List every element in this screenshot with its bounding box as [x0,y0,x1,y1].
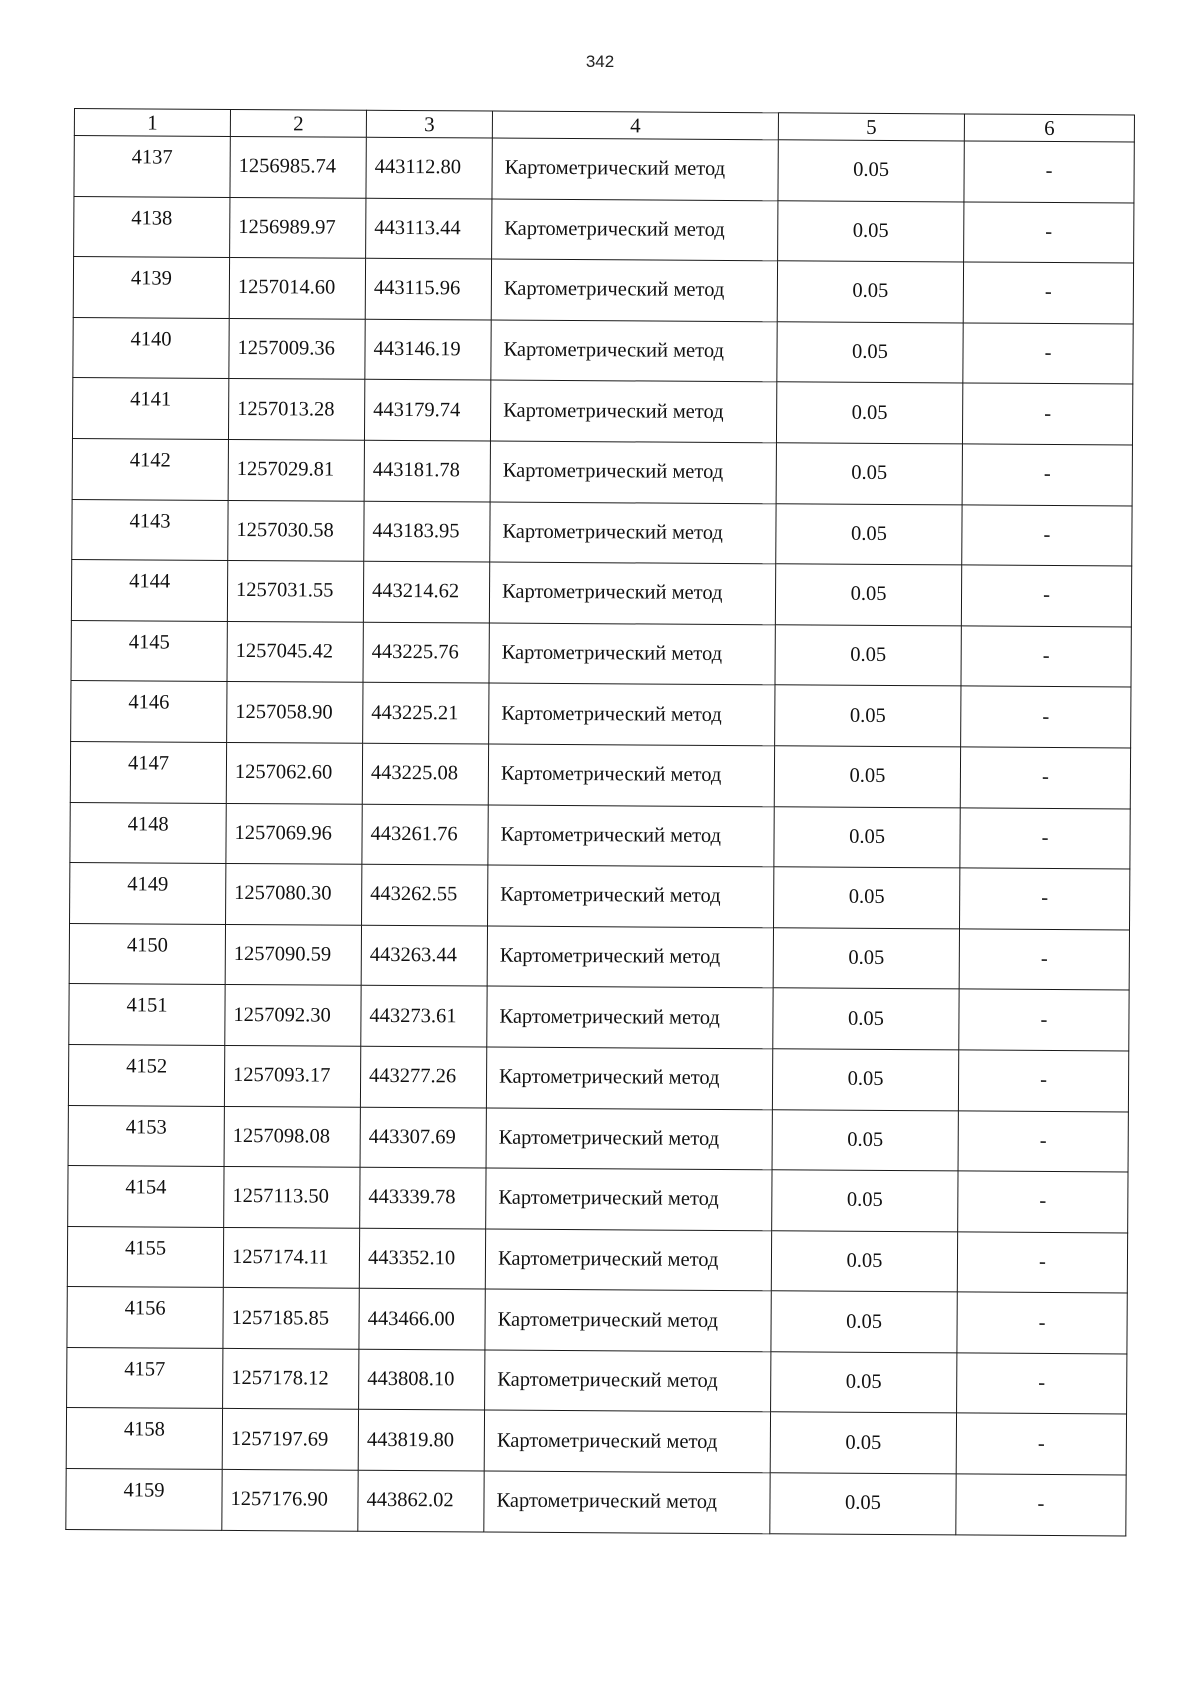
accuracy-cell: 0.05 [775,625,961,687]
x-coordinate-cell: 1257009.36 [229,318,365,379]
point-number-cell: 4151 [69,984,225,1046]
table-row [66,1469,1126,1536]
y-coordinate-cell: 443819.80 [358,1410,484,1471]
y-coordinate-cell: 443225.08 [362,743,488,804]
y-coordinate-cell: 443273.61 [361,986,487,1047]
table-row [70,741,1130,808]
note-cell: - [961,565,1131,627]
note-cell: - [960,747,1130,809]
column-header-6: 6 [964,114,1134,142]
x-coordinate-cell: 1257098.08 [224,1106,360,1167]
note-cell: - [960,807,1130,869]
table-row [72,438,1132,505]
accuracy-cell: 0.05 [777,261,963,323]
y-coordinate-cell: 443115.96 [365,258,491,319]
note-cell: - [958,1110,1128,1172]
accuracy-cell: 0.05 [771,1352,957,1414]
note-cell: - [958,1050,1128,1112]
x-coordinate-cell: 1257178.12 [223,1348,359,1409]
y-coordinate-cell: 443112.80 [366,137,492,198]
method-cell: Картометрический метод [491,259,777,321]
note-cell: - [961,626,1131,688]
note-cell: - [959,989,1129,1051]
note-cell: - [957,1232,1127,1294]
y-coordinate-cell: 443214.62 [363,561,489,622]
note-cell: - [961,686,1131,748]
y-coordinate-cell: 443862.02 [358,1470,484,1531]
point-number-cell: 4152 [68,1044,224,1106]
y-coordinate-cell: 443113.44 [366,198,492,259]
point-number-cell: 4143 [72,499,228,561]
table-body [66,136,1134,1536]
table-row [70,863,1130,930]
method-cell: Картометрический метод [489,562,775,624]
x-coordinate-cell: 1257093.17 [224,1045,360,1106]
method-cell: Картометрический метод [492,138,778,200]
method-cell: Картометрический метод [488,865,774,927]
y-coordinate-cell: 443225.76 [363,622,489,683]
point-number-cell: 4142 [72,438,228,500]
point-number-cell: 4157 [67,1347,223,1409]
table-row [74,136,1134,203]
accuracy-cell: 0.05 [775,564,961,626]
y-coordinate-cell: 443179.74 [364,380,490,441]
method-cell: Картометрический метод [486,1168,772,1230]
accuracy-cell: 0.05 [774,867,960,929]
method-cell: Картометрический метод [487,926,773,988]
y-coordinate-cell: 443466.00 [359,1289,485,1350]
point-number-cell: 4159 [66,1469,222,1531]
table-row [67,1226,1127,1293]
method-cell: Картометрический метод [489,623,775,685]
y-coordinate-cell: 443183.95 [364,501,490,562]
note-cell: - [956,1413,1126,1475]
x-coordinate-cell: 1256985.74 [230,136,366,197]
x-coordinate-cell: 1257031.55 [227,561,363,622]
note-cell: - [962,444,1132,506]
point-number-cell: 4141 [72,378,228,440]
coordinates-table [65,108,1135,1536]
x-coordinate-cell: 1257029.81 [228,439,364,500]
x-coordinate-cell: 1257174.11 [223,1227,359,1288]
table-row [66,1408,1126,1475]
accuracy-cell: 0.05 [772,1170,958,1232]
method-cell: Картометрический метод [484,1411,770,1473]
column-header-1: 1 [74,109,230,137]
method-cell: Картометрический метод [490,380,776,442]
accuracy-cell: 0.05 [777,322,963,384]
column-header-5: 5 [778,113,964,141]
note-cell: - [964,141,1134,203]
point-number-cell: 4149 [70,863,226,925]
x-coordinate-cell: 1257080.30 [226,864,362,925]
accuracy-cell: 0.05 [774,806,960,868]
table-row [68,1044,1128,1111]
y-coordinate-cell: 443352.10 [359,1228,485,1289]
y-coordinate-cell: 443262.55 [362,864,488,925]
accuracy-cell: 0.05 [774,746,960,808]
table-row [67,1287,1127,1354]
table-row [74,196,1134,263]
method-cell: Картометрический метод [491,320,777,382]
method-cell: Картометрический метод [484,1471,770,1533]
accuracy-cell: 0.05 [770,1412,956,1474]
note-cell: - [963,262,1133,324]
accuracy-cell: 0.05 [776,443,962,505]
note-cell: - [959,929,1129,991]
method-cell: Картометрический метод [486,1047,772,1109]
column-header-3: 3 [366,110,492,138]
x-coordinate-cell: 1257185.85 [223,1288,359,1349]
method-cell: Картометрический метод [487,986,773,1048]
accuracy-cell: 0.05 [773,988,959,1050]
accuracy-cell: 0.05 [778,200,964,262]
note-cell: - [964,202,1134,264]
y-coordinate-cell: 443263.44 [361,925,487,986]
accuracy-cell: 0.05 [776,503,962,565]
point-number-cell: 4146 [71,681,227,743]
accuracy-cell: 0.05 [775,685,961,747]
y-coordinate-cell: 443307.69 [360,1107,486,1168]
point-number-cell: 4139 [73,257,229,319]
column-header-4: 4 [492,111,778,140]
table-row [68,1166,1128,1233]
note-cell: - [962,383,1132,445]
y-coordinate-cell: 443225.21 [363,683,489,744]
accuracy-cell: 0.05 [772,1049,958,1111]
table-row [71,620,1131,687]
method-cell: Картометрический метод [488,744,774,806]
x-coordinate-cell: 1257013.28 [228,379,364,440]
note-cell: - [956,1474,1126,1536]
note-cell: - [957,1292,1127,1354]
method-cell: Картометрический метод [490,502,776,564]
method-cell: Картометрический метод [488,805,774,867]
point-number-cell: 4153 [68,1105,224,1167]
x-coordinate-cell: 1257092.30 [225,985,361,1046]
note-cell: - [957,1353,1127,1415]
x-coordinate-cell: 1257014.60 [229,258,365,319]
point-number-cell: 4150 [69,923,225,985]
method-cell: Картометрический метод [489,683,775,745]
method-cell: Картометрический метод [492,199,778,261]
x-coordinate-cell: 1257090.59 [225,924,361,985]
x-coordinate-cell: 1256989.97 [230,197,366,258]
y-coordinate-cell: 443261.76 [362,804,488,865]
table-row [71,681,1131,748]
table-row [73,317,1133,384]
y-coordinate-cell: 443277.26 [360,1046,486,1107]
method-cell: Картометрический метод [486,1108,772,1170]
table-row [67,1347,1127,1414]
point-number-cell: 4138 [74,196,230,258]
table-row [72,378,1132,445]
y-coordinate-cell: 443339.78 [360,1167,486,1228]
table-row [68,1105,1128,1172]
table-row [69,984,1129,1051]
x-coordinate-cell: 1257176.90 [222,1469,358,1530]
accuracy-cell: 0.05 [778,140,964,202]
table-row [73,257,1133,324]
point-number-cell: 4137 [74,136,230,198]
page-number: 342 [585,52,615,71]
accuracy-cell: 0.05 [776,382,962,444]
point-number-cell: 4158 [66,1408,222,1470]
point-number-cell: 4147 [70,741,226,803]
coordinates-sheet [65,108,1134,1536]
x-coordinate-cell: 1257062.60 [226,742,362,803]
note-cell: - [962,504,1132,566]
x-coordinate-cell: 1257058.90 [227,682,363,743]
accuracy-cell: 0.05 [770,1473,956,1535]
y-coordinate-cell: 443808.10 [359,1349,485,1410]
method-cell: Картометрический метод [490,441,776,503]
point-number-cell: 4148 [70,802,226,864]
point-number-cell: 4154 [68,1166,224,1228]
point-number-cell: 4144 [71,560,227,622]
y-coordinate-cell: 443181.78 [364,440,490,501]
x-coordinate-cell: 1257045.42 [227,621,363,682]
note-cell: - [960,868,1130,930]
table-row [72,499,1132,566]
accuracy-cell: 0.05 [773,928,959,990]
method-cell: Картометрический метод [485,1229,771,1291]
x-coordinate-cell: 1257030.58 [228,500,364,561]
point-number-cell: 4155 [67,1226,223,1288]
x-coordinate-cell: 1257069.96 [226,803,362,864]
x-coordinate-cell: 1257113.50 [224,1167,360,1228]
column-header-2: 2 [230,109,366,137]
note-cell: - [963,323,1133,385]
accuracy-cell: 0.05 [771,1291,957,1353]
method-cell: Картометрический метод [485,1350,771,1412]
table-row [71,560,1131,627]
accuracy-cell: 0.05 [771,1230,957,1292]
point-number-cell: 4140 [73,317,229,379]
table-row [70,802,1130,869]
note-cell: - [958,1171,1128,1233]
point-number-cell: 4145 [71,620,227,682]
y-coordinate-cell: 443146.19 [365,319,491,380]
x-coordinate-cell: 1257197.69 [222,1409,358,1470]
method-cell: Картометрический метод [485,1289,771,1351]
table-row [69,923,1129,990]
point-number-cell: 4156 [67,1287,223,1349]
accuracy-cell: 0.05 [772,1109,958,1171]
